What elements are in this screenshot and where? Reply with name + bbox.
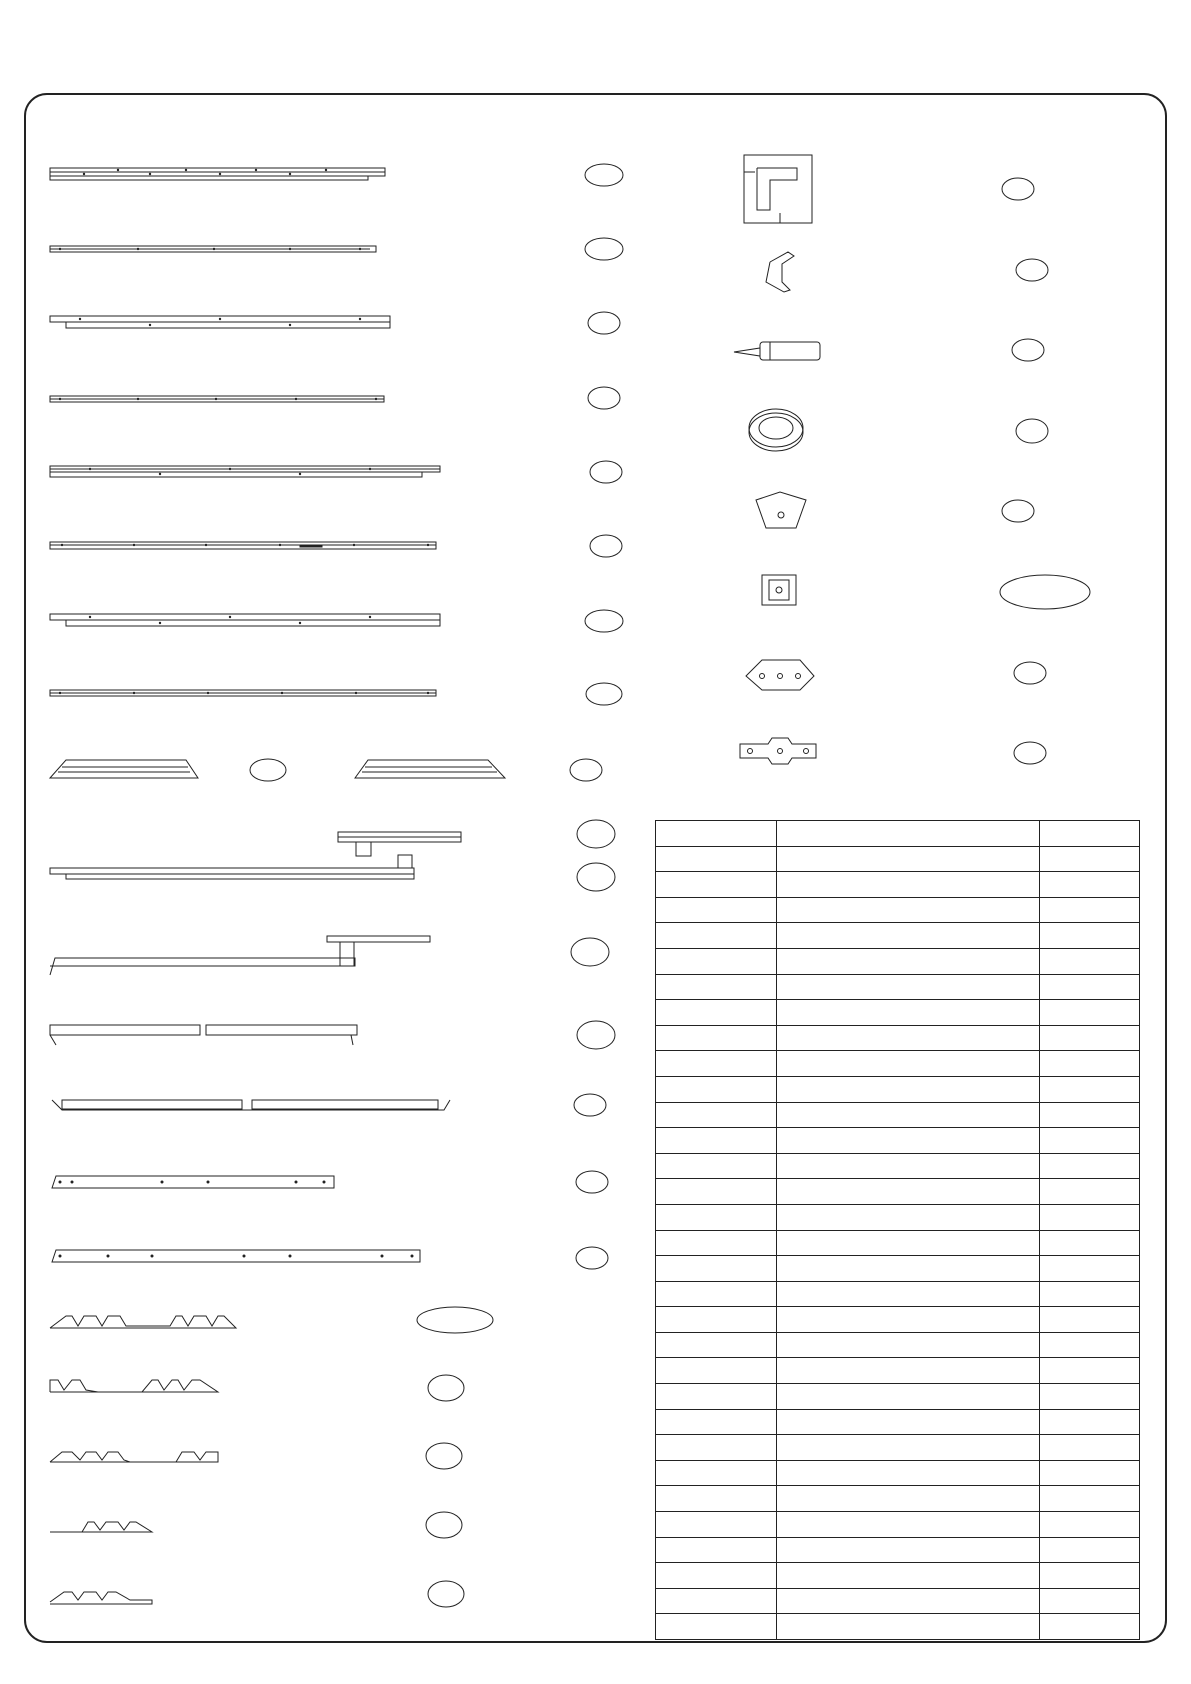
table-header-row <box>656 821 1140 847</box>
table-row <box>656 1409 1140 1435</box>
part-badge-door-track-upper <box>577 820 615 848</box>
part-badge-corner-bracket <box>1002 178 1034 200</box>
table-row <box>656 1204 1140 1230</box>
table-cell <box>777 1051 1040 1077</box>
table-row <box>656 1588 1140 1614</box>
table-cell <box>656 1256 777 1282</box>
rail-3 <box>50 316 390 328</box>
table-row <box>656 1153 1140 1179</box>
strip-1 <box>52 1176 334 1188</box>
part-badge-rail-8 <box>586 683 622 705</box>
rail-5 <box>50 466 440 477</box>
table-cell <box>777 1409 1040 1435</box>
table-cell <box>656 1332 777 1358</box>
part-badge-profile-2 <box>428 1375 464 1401</box>
table-cell <box>1040 1281 1140 1307</box>
table-cell <box>1040 1537 1140 1563</box>
table-cell <box>656 1614 777 1640</box>
table-row <box>656 1000 1140 1026</box>
table-cell <box>656 1409 777 1435</box>
table-cell <box>777 897 1040 923</box>
table-row <box>656 1563 1140 1589</box>
table-cell <box>1040 1460 1140 1486</box>
table-cell <box>1040 1435 1140 1461</box>
table-cell <box>656 1486 777 1512</box>
table-cell <box>1040 1000 1140 1026</box>
part-badge-rail-5 <box>590 461 622 483</box>
part-badge-roof-edge-1 <box>577 1021 615 1049</box>
part-badge-square-nut <box>1000 575 1090 609</box>
part-badge-angle-bracket <box>1014 662 1046 684</box>
table-cell <box>1040 1128 1140 1154</box>
part-badge-profile-3 <box>426 1443 462 1469</box>
trapezoid-profile-2 <box>50 1380 218 1392</box>
table-cell <box>656 1179 777 1205</box>
part-badge-sealant <box>1012 339 1044 361</box>
table-row <box>656 974 1140 1000</box>
table-cell <box>1040 1153 1140 1179</box>
part-badge-profile-1 <box>417 1307 493 1333</box>
table-cell <box>777 1076 1040 1102</box>
table-cell <box>777 1588 1040 1614</box>
table-cell <box>1040 974 1140 1000</box>
table-cell <box>777 1563 1040 1589</box>
part-badge-washer-roll <box>1016 419 1048 443</box>
table-cell <box>656 1588 777 1614</box>
table-cell <box>777 1332 1040 1358</box>
table-cell <box>656 1358 777 1384</box>
table-cell <box>777 1358 1040 1384</box>
table-cell <box>1040 1358 1140 1384</box>
part-badge-z-clip <box>1016 259 1048 281</box>
part-badge-pentagon-plate <box>1002 500 1034 522</box>
table-cell <box>656 1051 777 1077</box>
table-cell <box>777 1486 1040 1512</box>
roof-edge-2 <box>52 1100 450 1110</box>
table-row <box>656 1076 1140 1102</box>
table-cell <box>1040 1563 1140 1589</box>
table-cell <box>656 1128 777 1154</box>
table-cell <box>1040 1486 1140 1512</box>
table-header-cell <box>777 821 1040 847</box>
table-cell <box>1040 1179 1140 1205</box>
table-cell <box>656 1153 777 1179</box>
table-cell <box>1040 1051 1140 1077</box>
door-track-upper <box>338 832 461 856</box>
part-badge-door-track-bracket <box>571 938 609 966</box>
table-cell <box>656 1000 777 1026</box>
rail-hole-markers <box>59 169 430 1258</box>
table-row <box>656 1486 1140 1512</box>
table-cell <box>777 1179 1040 1205</box>
table-cell <box>777 1256 1040 1282</box>
table-cell <box>656 974 777 1000</box>
part-badge-rail-4 <box>588 387 620 409</box>
table-cell <box>656 1281 777 1307</box>
table-row <box>656 1230 1140 1256</box>
table-cell <box>777 1537 1040 1563</box>
table-cell <box>777 1512 1040 1538</box>
table-row <box>656 872 1140 898</box>
table-row <box>656 1435 1140 1461</box>
part-badge-strip-1 <box>576 1171 608 1193</box>
table-row <box>656 1332 1140 1358</box>
table-cell <box>1040 1102 1140 1128</box>
table-cell <box>1040 1204 1140 1230</box>
table-cell <box>656 897 777 923</box>
table-cell <box>656 1025 777 1051</box>
table-cell <box>1040 1076 1140 1102</box>
table-cell <box>777 1230 1040 1256</box>
corner-bracket-icon <box>744 155 812 223</box>
table-cell <box>777 923 1040 949</box>
door-track-bracket <box>50 936 430 975</box>
trapezoid-profile-4 <box>50 1522 152 1532</box>
table-cell <box>1040 1614 1140 1640</box>
part-badge-rail-1 <box>585 164 623 186</box>
table-cell <box>777 1460 1040 1486</box>
pentagon-plate-icon <box>756 492 806 528</box>
table-cell <box>1040 1307 1140 1333</box>
angle-bracket-icon <box>746 660 814 690</box>
table-cell <box>777 1204 1040 1230</box>
part-badge-flat-connector <box>1014 742 1046 764</box>
part-badge-door-track-lower <box>577 863 615 891</box>
table-cell <box>656 1204 777 1230</box>
table-row <box>656 1128 1140 1154</box>
rail-8 <box>50 690 436 696</box>
table-cell <box>777 1281 1040 1307</box>
part-badge-gable-left <box>250 759 286 781</box>
table-cell <box>1040 948 1140 974</box>
trapezoid-profile-5 <box>50 1592 152 1604</box>
table-cell <box>656 1537 777 1563</box>
table-cell <box>656 1384 777 1410</box>
table-cell <box>777 1435 1040 1461</box>
table-row <box>656 1614 1140 1640</box>
part-badge-roof-edge-2 <box>574 1094 606 1116</box>
table-cell <box>1040 1384 1140 1410</box>
table-row <box>656 1102 1140 1128</box>
table-cell <box>1040 1256 1140 1282</box>
flat-connector-icon <box>740 738 816 764</box>
sealant-tube-icon <box>734 342 820 360</box>
part-badge-strip-2 <box>576 1247 608 1269</box>
table-cell <box>777 1153 1040 1179</box>
table-cell <box>1040 1512 1140 1538</box>
table-cell <box>1040 846 1140 872</box>
table-row <box>656 1307 1140 1333</box>
rail-1 <box>50 168 385 180</box>
table-cell <box>777 1307 1040 1333</box>
table-cell <box>656 923 777 949</box>
part-badge-gable-right <box>570 759 602 781</box>
table-cell <box>1040 1332 1140 1358</box>
table-row <box>656 1256 1140 1282</box>
trapezoid-profile-1 <box>50 1316 236 1328</box>
table-row <box>656 948 1140 974</box>
washer-roll-icon <box>749 409 803 451</box>
rail-7 <box>50 614 440 626</box>
table-cell <box>1040 923 1140 949</box>
table-cell <box>1040 872 1140 898</box>
table-cell <box>1040 1588 1140 1614</box>
table-cell <box>777 1102 1040 1128</box>
table-cell <box>656 1563 777 1589</box>
part-badge-profile-4 <box>426 1512 462 1538</box>
table-cell <box>1040 1230 1140 1256</box>
table-header-cell <box>1040 821 1140 847</box>
table-cell <box>777 948 1040 974</box>
part-badge-rail-6 <box>590 535 622 557</box>
table-cell <box>656 1307 777 1333</box>
table-cell <box>1040 1409 1140 1435</box>
table-cell <box>777 974 1040 1000</box>
table-cell <box>656 1102 777 1128</box>
square-nut-icon <box>762 575 796 605</box>
table-row <box>656 1281 1140 1307</box>
z-clip-icon <box>766 252 794 292</box>
trapezoid-profile-3 <box>50 1452 218 1462</box>
table-row <box>656 1179 1140 1205</box>
gable-end-right <box>355 760 505 778</box>
part-badge-profile-5 <box>428 1581 464 1607</box>
table-row <box>656 1537 1140 1563</box>
table-cell <box>1040 897 1140 923</box>
part-badge-rail-7 <box>585 610 623 632</box>
table-row <box>656 1358 1140 1384</box>
rail-6 <box>50 542 436 549</box>
table-row <box>656 846 1140 872</box>
table-cell <box>777 1000 1040 1026</box>
table-cell <box>777 872 1040 898</box>
table-header-cell <box>656 821 777 847</box>
table-row <box>656 897 1140 923</box>
table-row <box>656 923 1140 949</box>
part-badge-rail-3 <box>588 312 620 334</box>
gable-end-left <box>50 760 198 778</box>
table-cell <box>656 872 777 898</box>
table-row <box>656 1512 1140 1538</box>
table-row <box>656 1025 1140 1051</box>
table-cell <box>656 1512 777 1538</box>
parts-list-table <box>655 820 1140 1640</box>
table-row <box>656 1460 1140 1486</box>
table-cell <box>777 1025 1040 1051</box>
table-cell <box>656 1076 777 1102</box>
table-cell <box>777 1614 1040 1640</box>
table-row <box>656 1384 1140 1410</box>
table-cell <box>777 846 1040 872</box>
table-row <box>656 1051 1140 1077</box>
table-cell <box>1040 1025 1140 1051</box>
table-cell <box>656 1230 777 1256</box>
table-cell <box>656 948 777 974</box>
table-cell <box>777 1128 1040 1154</box>
roof-edge-1 <box>50 1025 357 1045</box>
table-cell <box>656 1435 777 1461</box>
part-badge-rail-2 <box>585 238 623 260</box>
table-cell <box>656 846 777 872</box>
table-cell <box>656 1460 777 1486</box>
table-cell <box>777 1384 1040 1410</box>
door-track-lower <box>50 855 414 879</box>
